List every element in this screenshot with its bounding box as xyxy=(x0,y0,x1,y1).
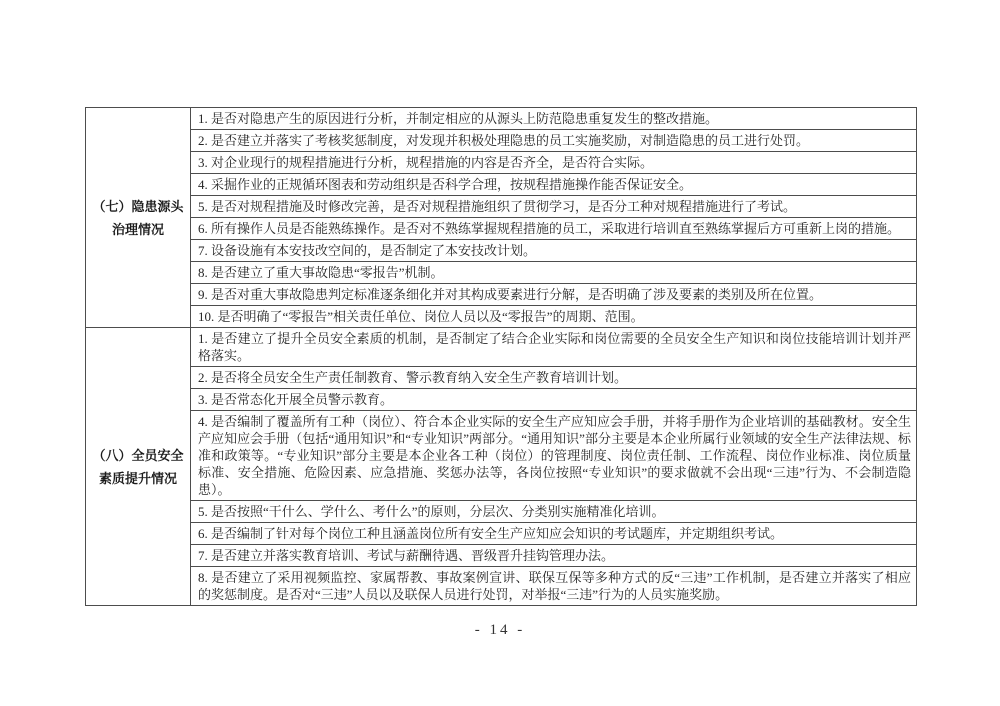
checklist-item: 6. 所有操作人员是否能熟练操作。是否对不熟练掌握规程措施的员工，采取进行培训直至熟练掌握后方可重新上岗的措施。 xyxy=(191,218,917,240)
table-row xyxy=(86,367,917,389)
table-row xyxy=(86,523,917,545)
checklist-item: 10. 是否明确了“零报告”相关责任单位、岗位人员以及“零报告”的周期、范围。 xyxy=(191,306,917,328)
checklist-item: 8. 是否建立了重大事故隐患“零报告”机制。 xyxy=(191,262,917,284)
checklist-item: 4. 采掘作业的正规循环图表和劳动组织是否科学合理，按规程措施操作能否保证安全。 xyxy=(191,174,917,196)
table-row xyxy=(86,196,917,218)
table-row xyxy=(86,130,917,152)
checklist-item: 5. 是否按照“干什么、学什么、考什么”的原则，分层次、分类别实施精准化培训。 xyxy=(191,501,917,523)
table-row xyxy=(86,328,917,367)
checklist-table-body xyxy=(86,108,917,606)
checklist-table xyxy=(85,107,917,606)
table-row xyxy=(86,174,917,196)
checklist-item: 9. 是否对重大事故隐患判定标准逐条细化并对其构成要素进行分解，是否明确了涉及要素的类别及所在位置。 xyxy=(191,284,917,306)
checklist-item: 2. 是否建立并落实了考核奖惩制度，对发现并积极处理隐患的员工实施奖励，对制造隐患的员工进行处罚。 xyxy=(191,130,917,152)
table-row xyxy=(86,218,917,240)
section-label: （八）全员安全 素质提升情况 xyxy=(86,328,191,606)
table-row xyxy=(86,501,917,523)
checklist-item: 6. 是否编制了针对每个岗位工种且涵盖岗位所有安全生产应知应会知识的考试题库，并定期组织考试。 xyxy=(191,523,917,545)
checklist-item: 1. 是否对隐患产生的原因进行分析，并制定相应的从源头上防范隐患重复发生的整改措施。 xyxy=(191,108,917,130)
checklist-item: 7. 设备设施有本安技改空间的，是否制定了本安技改计划。 xyxy=(191,240,917,262)
checklist-item: 2. 是否将全员安全生产责任制教育、警示教育纳入安全生产教育培训计划。 xyxy=(191,367,917,389)
table-row xyxy=(86,545,917,567)
table-row xyxy=(86,152,917,174)
checklist-item: 8. 是否建立了采用视频监控、家属帮教、事故案例宣讲、联保互保等多种方式的反“三违”工作机制，是否建立并落实了相应的奖惩制度。是否对“三违”人员以及联保人员进行处罚，对举报“三违”行为的人员实施奖励。 xyxy=(191,567,917,606)
checklist-item: 1. 是否建立了提升全员安全素质的机制，是否制定了结合企业实际和岗位需要的全员安全生产知识和岗位技能培训计划并严格落实。 xyxy=(191,328,917,367)
table-row xyxy=(86,411,917,501)
checklist-item: 3. 对企业现行的规程措施进行分析，规程措施的内容是否齐全，是否符合实际。 xyxy=(191,152,917,174)
table-row xyxy=(86,240,917,262)
table-row xyxy=(86,389,917,411)
table-row xyxy=(86,284,917,306)
table-row xyxy=(86,262,917,284)
checklist-item: 3. 是否常态化开展全员警示教育。 xyxy=(191,389,917,411)
checklist-item: 5. 是否对规程措施及时修改完善，是否对规程措施组织了贯彻学习，是否分工种对规程措施进行了考试。 xyxy=(191,196,917,218)
checklist-item: 4. 是否编制了覆盖所有工种（岗位）、符合本企业实际的安全生产应知应会手册，并将手册作为企业培训的基础教材。安全生产应知应会手册（包括“通用知识”和“专业知识”两部分。“通用知识”部分主要是本企业所属行业领域的安全生产法律法规、标准和政策等。“专业知识”部分主要是本企业各工种（岗位）的管理制度、岗位责任制、工作流程、岗位作业标准、岗位质量标准、安全措施、危险因素、应急措施、奖惩办法等，各岗位按照“专业知识”的要求做就不会出现“三违”行为、不会制造隐患）。 xyxy=(191,411,917,501)
table-row xyxy=(86,567,917,606)
table-row xyxy=(86,108,917,130)
checklist-item: 7. 是否建立并落实教育培训、考试与薪酬待遇、晋级晋升挂钩管理办法。 xyxy=(191,545,917,567)
section-label: （七）隐患源头 治理情况 xyxy=(86,108,191,328)
table-row xyxy=(86,306,917,328)
page-number: - 14 - xyxy=(474,622,526,638)
